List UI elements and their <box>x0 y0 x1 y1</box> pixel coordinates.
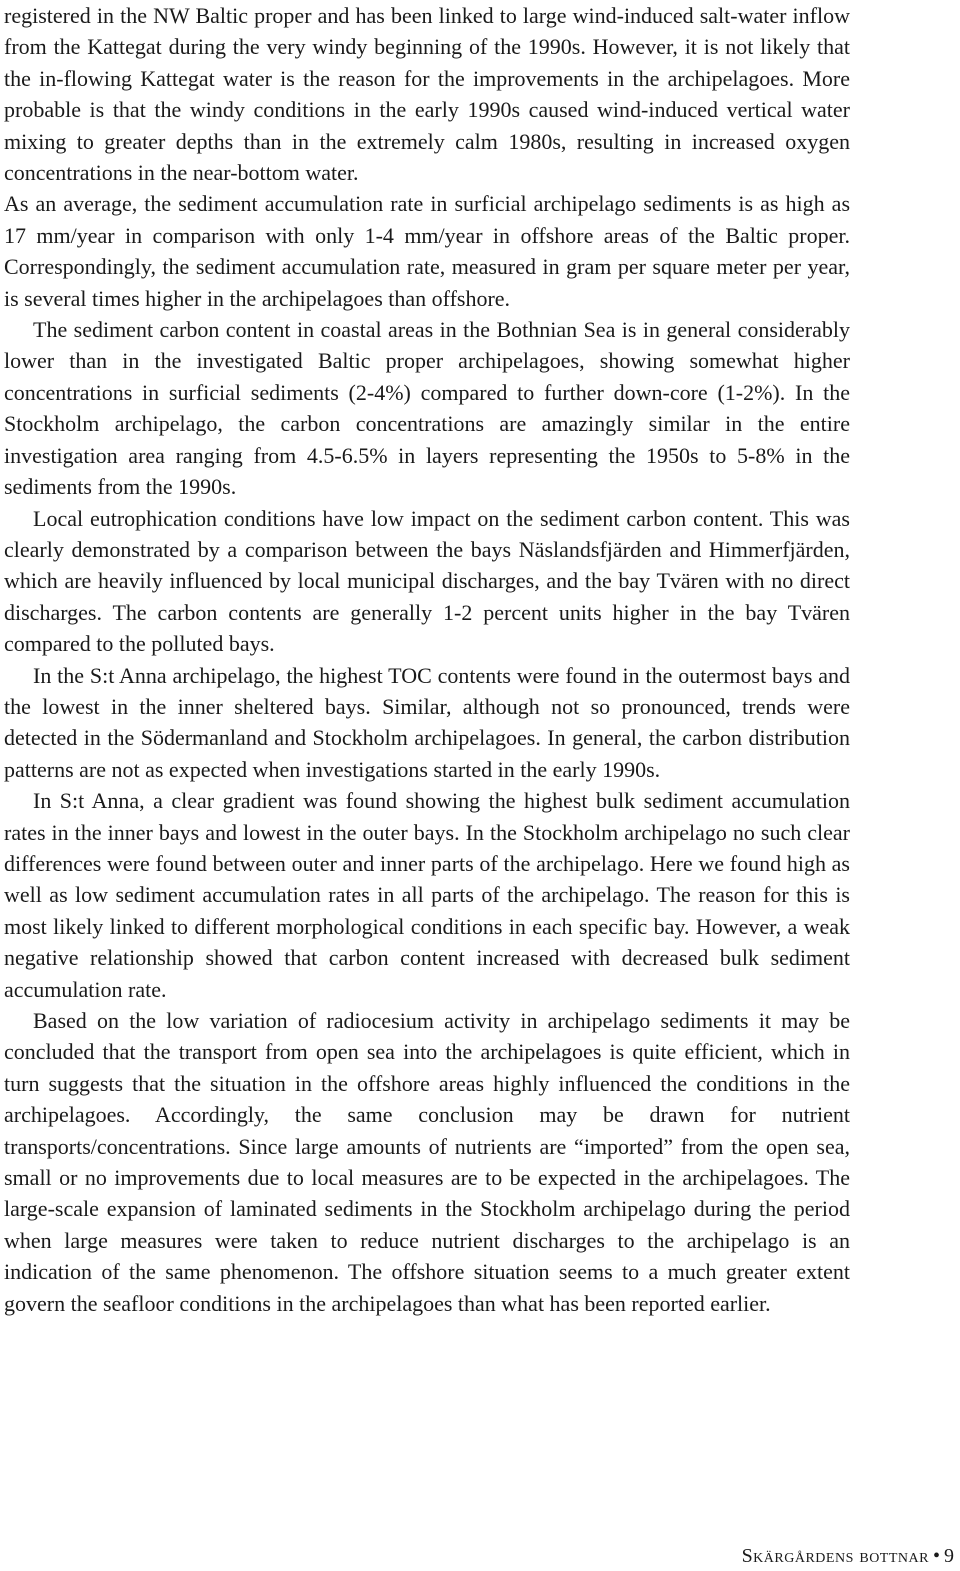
running-title: Skärgårdens bottnar <box>741 1545 929 1567</box>
paragraph-accumulation-rate: As an average, the sediment accumulation rate in surficial archipelago sediments is as high as 17 mm/year in comparison with only 1-4 mm/year in offshore areas of the Baltic proper. Correspondingly, the sediment accumulation rate, measured in gram per square meter per year, is several times higher in the archipelagoes than offshore. <box>4 191 850 311</box>
paragraph-gradient: In S:t Anna, a clear gradient was found showing the highest bulk sediment accumulation rates in the inner bays and lowest in the outer bays. In the Stockholm archipelago no such clear differences were found between outer and inner parts of the archipelago. Here we found high as well as low sediment accumulation rates in all parts of the archipelago. The reason for this is most likely linked to different morphological conditions in each specific bay. However, a weak negative relationship showed that carbon content increased with decreased bulk sediment accumulation rate. <box>4 788 850 1002</box>
document-body <box>4 0 850 1319</box>
paragraph-st-anna-toc: In the S:t Anna archipelago, the highest TOC contents were found in the outermost bays and the lowest in the inner sheltered bays. Similar, although not so pronounced, trends were detected in the Södermanland and Stockholm archipelagoes. In general, the carbon distribution patterns are not as expected when investigations started in the early 1990s. <box>4 662 850 782</box>
paragraph-local-eutrophication: Local eutrophication conditions have low impact on the sediment carbon content. This was clearly demonstrated by a comparison between the bays Näslandsfjärden and Himmerfjärden, which are heavily influenced by local municipal discharges, and the bay Tvären with no direct discharges. The carbon contents are generally 1-2 percent units higher in the bay Tvären compared to the polluted bays. <box>4 505 850 657</box>
paragraph-radiocesium: Based on the low variation of radiocesium activity in archipelago sediments it may be concluded that the transport from open sea into the archipelagoes is quite efficient, which in turn suggests that the situation in the offshore areas highly influenced the conditions in the archipelagoes. Accordingly, the same conclusion may be drawn for nutrient transports/concentrations. Since large amounts of nutrients are “imported” from the open sea, small or no improvements due to local measures are to be expected in the archipelagoes. The large-scale expansion of laminated sediments in the Stockholm archipelago during the period when large measures were taken to reduce nutrient discharges to the archipelago is an indication of the same phenomenon. The offshore situation seems to a much greater extent govern the seafloor conditions in the archipelagoes than what has been reported earlier. <box>4 1008 850 1316</box>
footer-separator: • <box>932 1545 940 1567</box>
page-footer <box>742 1543 954 1569</box>
paragraph-continued-oxygen: registered in the NW Baltic proper and has been linked to large wind-induced salt-water inflow from the Kattegat during the very windy beginning of the 1990s. However, it is not likely that the in-flowing Kattegat water is the reason for the improvements in the archipelagoes. More probable is that the windy conditions in the early 1990s caused wind-induced vertical water mixing to greater depths than in the extremely calm 1980s, resulting in increased oxygen concentrations in the near-bottom water. <box>4 3 850 186</box>
paragraph-carbon-content: The sediment carbon content in coastal areas in the Bothnian Sea is in general considerably lower than in the investigated Baltic proper archipelagoes, showing somewhat higher concentrations in surficial sediments (2-4%) compared to further down-core (1-2%). In the Stockholm archipelago, the carbon concentrations are amazingly similar in the entire investigation area ranging from 4.5-6.5% in layers representing the 1950s to 5-8% in the sediments from the 1990s. <box>4 317 850 500</box>
page-number: 9 <box>944 1545 954 1567</box>
